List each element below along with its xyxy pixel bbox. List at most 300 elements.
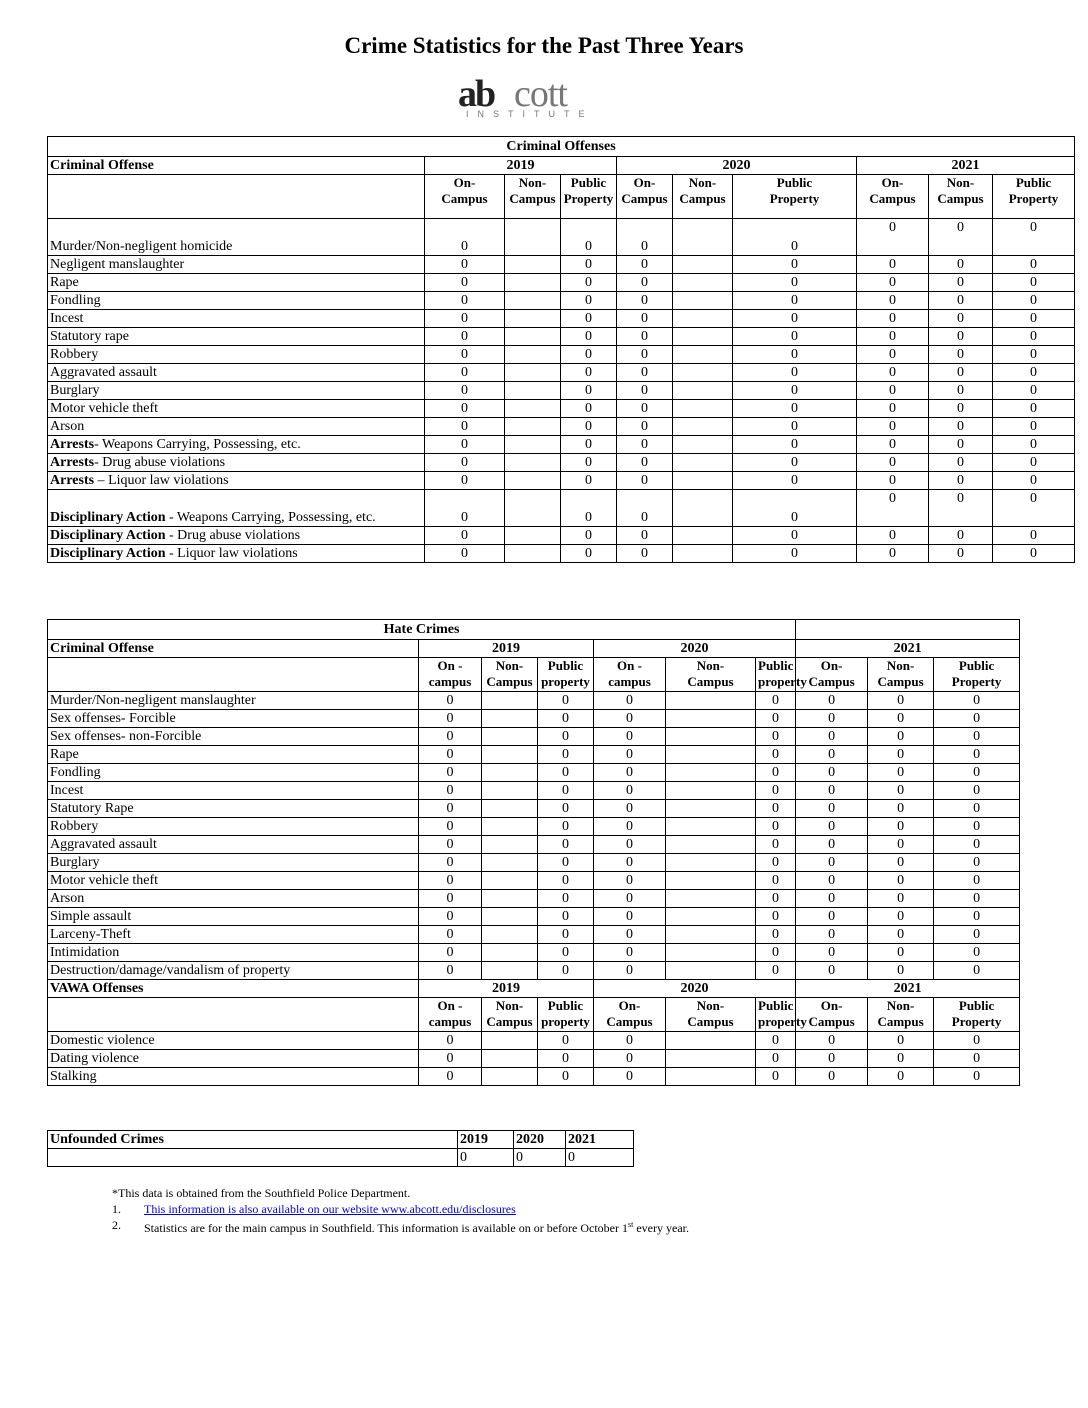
stat-value: 0 (733, 382, 857, 400)
subcolumn-header: Public property (538, 998, 594, 1032)
offense-label: Sex offenses- non-Forcible (48, 728, 419, 746)
stat-value: 0 (733, 490, 857, 527)
stat-value: 0 (857, 382, 929, 400)
stat-value: 0 (993, 436, 1075, 454)
stat-value: 0 (796, 890, 868, 908)
stat-value: 0 (538, 782, 594, 800)
stat-value: 0 (561, 436, 617, 454)
stat-value: 0 (756, 1050, 796, 1068)
stat-value (666, 818, 756, 836)
stat-value: 0 (561, 527, 617, 545)
stat-value: 0 (929, 219, 993, 256)
stat-value: 0 (419, 1032, 482, 1050)
stat-value: 0 (733, 545, 857, 563)
stat-value: 0 (419, 1050, 482, 1068)
stat-value: 0 (857, 364, 929, 382)
stat-value: 0 (993, 400, 1075, 418)
stat-value: 0 (594, 800, 666, 818)
stat-value: 0 (561, 256, 617, 274)
website-note-link[interactable]: This information is also available on our website www.abcott.edu/disclosures (144, 1202, 516, 1216)
stat-value: 0 (796, 1050, 868, 1068)
stat-value: 0 (419, 728, 482, 746)
stat-value: 0 (425, 527, 505, 545)
stat-value (482, 836, 538, 854)
table-row (48, 746, 1020, 764)
stat-value: 0 (756, 944, 796, 962)
year-header: 2021 (796, 980, 1020, 998)
stat-value (666, 908, 756, 926)
offense-label: Disciplinary Action - Drug abuse violations (48, 527, 425, 545)
table-row (48, 472, 1075, 490)
stat-value (666, 710, 756, 728)
stat-value: 0 (929, 400, 993, 418)
stat-value (673, 490, 733, 527)
stat-value: 0 (796, 944, 868, 962)
stat-value: 0 (617, 382, 673, 400)
year-header: 2021 (857, 157, 1075, 175)
stat-value: 0 (934, 1050, 1020, 1068)
stat-value: 0 (993, 490, 1075, 527)
stat-value: 0 (756, 962, 796, 980)
stat-value (505, 346, 561, 364)
stat-value: 0 (419, 962, 482, 980)
offense-label: Murder/Non-negligent manslaughter (48, 692, 419, 710)
stat-value (666, 1032, 756, 1050)
stat-value: 0 (594, 764, 666, 782)
stat-value: 0 (934, 710, 1020, 728)
stat-value: 0 (561, 418, 617, 436)
stat-value: 0 (538, 944, 594, 962)
stat-value: 0 (796, 710, 868, 728)
stat-value: 0 (733, 346, 857, 364)
stat-value: 0 (594, 1068, 666, 1086)
stat-value: 0 (756, 1068, 796, 1086)
stat-value: 0 (993, 364, 1075, 382)
stat-value: 0 (561, 472, 617, 490)
offense-label: Stalking (48, 1068, 419, 1086)
stat-value: 0 (857, 490, 929, 527)
stat-value (666, 800, 756, 818)
stat-value: 0 (425, 274, 505, 292)
table-row (48, 728, 1020, 746)
stat-value (482, 728, 538, 746)
stat-value: 0 (993, 418, 1075, 436)
subcolumn-header: Public property (538, 658, 594, 692)
stat-value (666, 782, 756, 800)
stat-value (482, 782, 538, 800)
stat-value: 0 (796, 692, 868, 710)
stat-value: 0 (733, 310, 857, 328)
subcolumn-header: Public Property (934, 658, 1020, 692)
stat-value: 0 (993, 292, 1075, 310)
offense-label: Larceny-Theft (48, 926, 419, 944)
svg-text:INSTITUTE: INSTITUTE (466, 109, 594, 119)
stat-value: 0 (594, 944, 666, 962)
stat-value: 0 (419, 692, 482, 710)
page-title: Crime Statistics for the Past Three Years (344, 33, 744, 58)
stat-value: 0 (538, 872, 594, 890)
stat-value: 0 (929, 292, 993, 310)
stat-value: 0 (796, 854, 868, 872)
subcolumn-header: Public property (756, 658, 796, 692)
stat-value: 0 (419, 710, 482, 728)
empty-cell (48, 1149, 458, 1167)
stat-value: 0 (594, 836, 666, 854)
stat-value: 0 (868, 926, 934, 944)
stat-value (673, 472, 733, 490)
stat-value: 0 (993, 545, 1075, 563)
stat-value (673, 400, 733, 418)
stat-value: 0 (594, 908, 666, 926)
offense-label: Intimidation (48, 944, 419, 962)
stat-value: 0 (857, 219, 929, 256)
stat-value: 0 (868, 908, 934, 926)
table-row (48, 800, 1020, 818)
stat-value (482, 854, 538, 872)
offense-label: Aggravated assault (48, 836, 419, 854)
stat-value: 0 (857, 346, 929, 364)
stat-value: 0 (756, 710, 796, 728)
offense-label: Burglary (48, 854, 419, 872)
table-row (48, 219, 1075, 256)
stat-value: 0 (929, 418, 993, 436)
stat-value: 0 (756, 782, 796, 800)
stat-value: 0 (934, 692, 1020, 710)
stat-value: 0 (868, 764, 934, 782)
unfounded-value: 0 (566, 1149, 634, 1167)
stat-value: 0 (425, 418, 505, 436)
stat-value: 0 (993, 472, 1075, 490)
subcolumn-header: On - campus (419, 998, 482, 1032)
stat-value: 0 (425, 400, 505, 418)
stat-value: 0 (561, 400, 617, 418)
table-row (48, 926, 1020, 944)
stat-value: 0 (538, 710, 594, 728)
stat-value (482, 800, 538, 818)
offense-label: Destruction/damage/vandalism of property (48, 962, 419, 980)
offense-label: Rape (48, 746, 419, 764)
stat-value (482, 1032, 538, 1050)
subcolumn-header: Public Property (561, 175, 617, 219)
stat-value: 0 (594, 962, 666, 980)
stat-value: 0 (756, 764, 796, 782)
stat-value (673, 274, 733, 292)
table-row (48, 782, 1020, 800)
stat-value: 0 (756, 872, 796, 890)
stat-value: 0 (425, 454, 505, 472)
stat-value: 0 (733, 472, 857, 490)
stat-value (482, 890, 538, 908)
source-note: *This data is obtained from the Southfield Police Department. (112, 1186, 411, 1200)
year-header: 2019 (419, 640, 594, 658)
stat-value: 0 (538, 908, 594, 926)
stat-value (673, 418, 733, 436)
stat-value: 0 (538, 800, 594, 818)
stat-value (666, 1050, 756, 1068)
table-row (48, 1068, 1020, 1086)
stat-value (505, 292, 561, 310)
stat-value (673, 454, 733, 472)
stat-value (666, 944, 756, 962)
stat-value (482, 764, 538, 782)
stat-value: 0 (733, 328, 857, 346)
stat-value (666, 746, 756, 764)
stat-value: 0 (538, 1032, 594, 1050)
stat-value: 0 (796, 764, 868, 782)
stat-value: 0 (993, 328, 1075, 346)
offense-label: Dating violence (48, 1050, 419, 1068)
subcolumn-header: On- Campus (617, 175, 673, 219)
table-row (48, 346, 1075, 364)
subcolumn-header: Public property (756, 998, 796, 1032)
stat-value: 0 (419, 872, 482, 890)
table-row (48, 890, 1020, 908)
stat-value: 0 (419, 926, 482, 944)
stat-value: 0 (857, 274, 929, 292)
stat-value (505, 454, 561, 472)
table-row (48, 527, 1075, 545)
stat-value (673, 219, 733, 256)
stat-value: 0 (929, 490, 993, 527)
vawa-header: VAWA Offenses (48, 980, 419, 998)
note-number: 2. (112, 1218, 121, 1232)
stat-value: 0 (993, 382, 1075, 400)
stat-value (482, 908, 538, 926)
stat-value (673, 364, 733, 382)
stat-value: 0 (617, 418, 673, 436)
note-number: 1. (112, 1202, 121, 1216)
stat-value: 0 (929, 382, 993, 400)
stat-value (505, 274, 561, 292)
subcolumn-header: On- Campus (796, 658, 868, 692)
offense-label: Fondling (48, 292, 425, 310)
stat-value: 0 (929, 346, 993, 364)
year-header: 2021 (566, 1131, 634, 1149)
subcolumn-header: Non- Campus (673, 175, 733, 219)
table-row (48, 292, 1075, 310)
stat-value: 0 (756, 890, 796, 908)
table-row (48, 1032, 1020, 1050)
stat-value (505, 545, 561, 563)
year-header: 2020 (514, 1131, 566, 1149)
stat-value: 0 (561, 310, 617, 328)
offense-label: Statutory Rape (48, 800, 419, 818)
stat-value: 0 (538, 692, 594, 710)
stat-value: 0 (617, 400, 673, 418)
subcolumn-header: Non- Campus (505, 175, 561, 219)
offense-label: Arrests – Liquor law violations (48, 472, 425, 490)
offense-label: Arson (48, 418, 425, 436)
stat-value (673, 310, 733, 328)
stat-value: 0 (929, 256, 993, 274)
table-caption: Criminal Offenses (48, 137, 1075, 157)
offense-label: Sex offenses- Forcible (48, 710, 419, 728)
stat-value: 0 (561, 382, 617, 400)
stat-value: 0 (868, 836, 934, 854)
stat-value: 0 (756, 836, 796, 854)
stat-value: 0 (868, 890, 934, 908)
stat-value: 0 (934, 872, 1020, 890)
table-row (48, 364, 1075, 382)
empty-cell (48, 175, 425, 219)
stat-value: 0 (617, 328, 673, 346)
stat-value: 0 (993, 454, 1075, 472)
stat-value: 0 (868, 782, 934, 800)
stat-value (505, 310, 561, 328)
stat-value: 0 (561, 219, 617, 256)
stat-value (505, 328, 561, 346)
stat-value: 0 (425, 328, 505, 346)
offense-label: Aggravated assault (48, 364, 425, 382)
stat-value (505, 219, 561, 256)
table-row (48, 944, 1020, 962)
column-header: Criminal Offense (48, 157, 425, 175)
stat-value: 0 (594, 746, 666, 764)
stat-value: 0 (617, 256, 673, 274)
table-row (48, 310, 1075, 328)
stat-value: 0 (993, 219, 1075, 256)
table-row (48, 418, 1075, 436)
stat-value: 0 (929, 310, 993, 328)
offense-label: Arrests- Drug abuse violations (48, 454, 425, 472)
stat-value: 0 (617, 472, 673, 490)
stat-value (505, 436, 561, 454)
stat-value: 0 (419, 854, 482, 872)
stat-value: 0 (733, 527, 857, 545)
table-row (48, 400, 1075, 418)
hate-crimes-table (47, 619, 1020, 1086)
stat-value (482, 1050, 538, 1068)
stat-value (505, 472, 561, 490)
stat-value: 0 (617, 545, 673, 563)
stat-value: 0 (796, 1068, 868, 1086)
column-header: Criminal Offense (48, 640, 419, 658)
stat-value: 0 (934, 908, 1020, 926)
subcolumn-header: Non- Campus (868, 658, 934, 692)
offense-label: Simple assault (48, 908, 419, 926)
stat-value: 0 (993, 256, 1075, 274)
stat-value: 0 (617, 527, 673, 545)
stat-value: 0 (868, 1032, 934, 1050)
stat-value: 0 (425, 436, 505, 454)
stat-value: 0 (796, 800, 868, 818)
stat-value: 0 (929, 436, 993, 454)
stat-value (673, 436, 733, 454)
stat-value: 0 (796, 872, 868, 890)
stat-value (666, 728, 756, 746)
stat-value: 0 (796, 836, 868, 854)
stat-value (482, 944, 538, 962)
table-row (48, 490, 1075, 527)
stat-value: 0 (934, 1068, 1020, 1086)
table-row (48, 436, 1075, 454)
table-row (48, 854, 1020, 872)
stat-value: 0 (934, 746, 1020, 764)
stat-value: 0 (934, 962, 1020, 980)
stat-value (505, 382, 561, 400)
stat-value: 0 (857, 310, 929, 328)
stat-value (673, 328, 733, 346)
stat-value: 0 (756, 800, 796, 818)
stat-value: 0 (857, 527, 929, 545)
stat-value: 0 (929, 454, 993, 472)
unfounded-value: 0 (458, 1149, 514, 1167)
stat-value: 0 (857, 328, 929, 346)
stat-value: 0 (929, 274, 993, 292)
stat-value: 0 (561, 364, 617, 382)
subcolumn-header: Public Property (934, 998, 1020, 1032)
stat-value: 0 (419, 908, 482, 926)
offense-label: Motor vehicle theft (48, 872, 419, 890)
table-row (48, 710, 1020, 728)
stat-value: 0 (538, 1050, 594, 1068)
stat-value: 0 (756, 728, 796, 746)
stat-value (505, 400, 561, 418)
stat-value: 0 (756, 818, 796, 836)
stat-value: 0 (617, 364, 673, 382)
stat-value: 0 (733, 364, 857, 382)
unfounded-label: Unfounded Crimes (48, 1131, 458, 1149)
stat-value: 0 (857, 454, 929, 472)
offense-label: Arson (48, 890, 419, 908)
stat-value: 0 (419, 782, 482, 800)
offense-label: Fondling (48, 764, 419, 782)
stat-value: 0 (733, 292, 857, 310)
subcolumn-header: On- Campus (796, 998, 868, 1032)
stat-value: 0 (733, 418, 857, 436)
unfounded-value: 0 (514, 1149, 566, 1167)
table-row (48, 836, 1020, 854)
stat-value: 0 (594, 1032, 666, 1050)
offense-label: Robbery (48, 818, 419, 836)
subcolumn-header: On - campus (419, 658, 482, 692)
subcolumn-header: Non- Campus (666, 658, 756, 692)
stat-value: 0 (617, 454, 673, 472)
stat-value (666, 836, 756, 854)
stat-value: 0 (929, 328, 993, 346)
stat-value: 0 (419, 1068, 482, 1086)
stat-value: 0 (594, 926, 666, 944)
subcolumn-header: On - campus (594, 658, 666, 692)
stat-value (666, 872, 756, 890)
stat-value: 0 (425, 310, 505, 328)
stat-value: 0 (993, 346, 1075, 364)
stat-value: 0 (617, 346, 673, 364)
table-row (48, 818, 1020, 836)
stat-value: 0 (538, 854, 594, 872)
table-row (48, 454, 1075, 472)
subcolumn-header: On- Campus (857, 175, 929, 219)
stat-value (673, 292, 733, 310)
table-row (48, 328, 1075, 346)
subcolumn-header: On- Campus (425, 175, 505, 219)
stat-value: 0 (868, 1050, 934, 1068)
table-row (48, 274, 1075, 292)
stat-value: 0 (425, 382, 505, 400)
table-row (48, 256, 1075, 274)
stat-value: 0 (868, 710, 934, 728)
stat-value: 0 (868, 728, 934, 746)
subcolumn-header: On- Campus (594, 998, 666, 1032)
stat-value: 0 (561, 274, 617, 292)
stat-value: 0 (561, 328, 617, 346)
stat-value: 0 (756, 854, 796, 872)
stat-value (673, 382, 733, 400)
svg-text:cott: cott (514, 73, 567, 115)
stat-value: 0 (538, 1068, 594, 1086)
stat-value (673, 346, 733, 364)
stat-value: 0 (425, 364, 505, 382)
